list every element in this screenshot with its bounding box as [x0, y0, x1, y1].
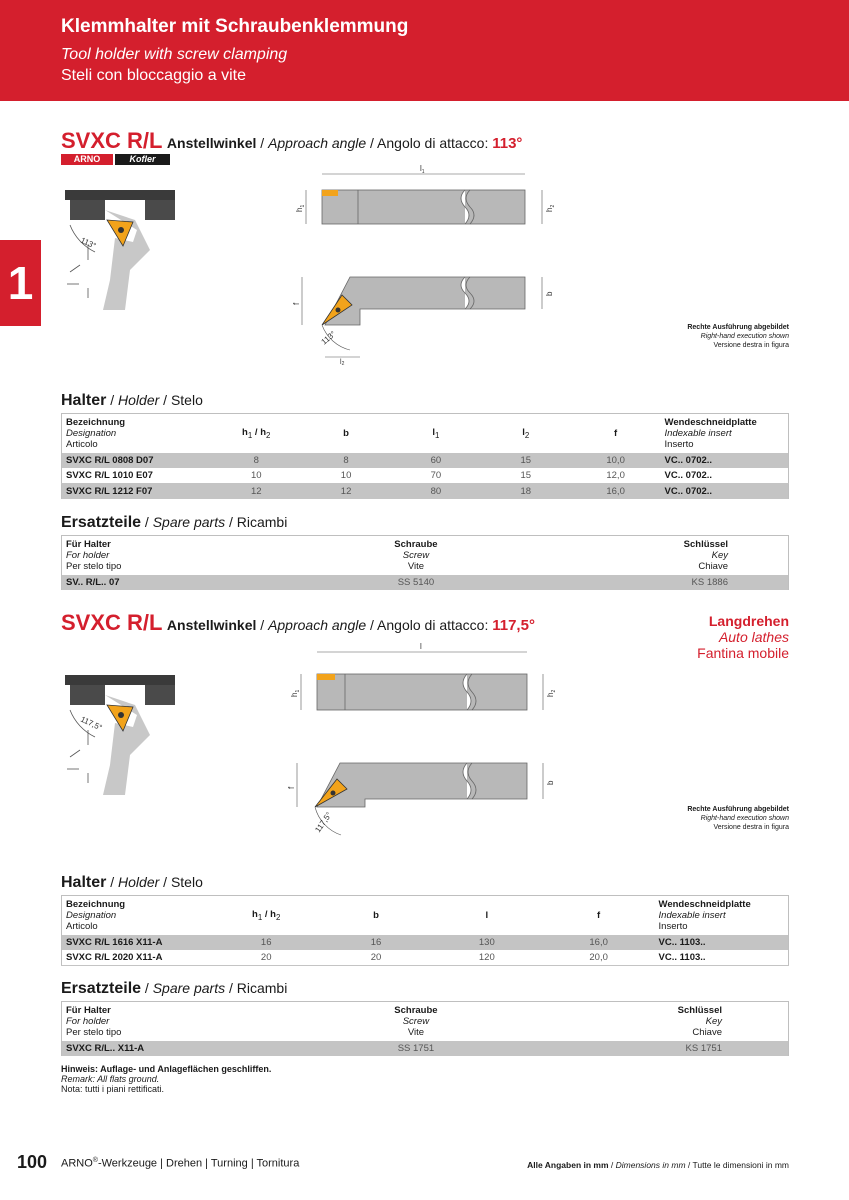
col-h1-h2: $h_1 / h_2$	[211, 896, 321, 936]
cell-f: 10,0	[571, 453, 661, 468]
footer-units-en: Dimensions in mm	[615, 1160, 686, 1170]
col-designation: Bezeichnung Designation Articolo	[62, 896, 212, 936]
section2-lang-de: Langdrehen	[708, 613, 789, 629]
col-l1: $l_1$	[391, 414, 481, 454]
section1-title: SVXC R/L Anstellwinkel / Approach angle / Angolo di attacco: 113°	[61, 128, 523, 153]
section2-dim-b: b	[546, 780, 555, 785]
col-insert: Wendeschneidplatte Indexable insert Inserto	[661, 414, 789, 454]
section2-note-de: Rechte Ausführung abgebildet	[687, 806, 789, 813]
section1-setup-angle: 113°	[79, 235, 98, 251]
cell-l1: 70	[391, 468, 481, 484]
section2-note-en: Right-hand execution shown	[700, 815, 789, 822]
cell-designation: SVXC R/L 2020 X11-A	[62, 950, 212, 966]
table-header-row	[62, 1002, 789, 1042]
footer-reg: ®	[92, 1157, 98, 1164]
cell-b: 12	[301, 484, 391, 500]
section2-label-en: Approach angle	[268, 617, 367, 633]
section2-spares-title-it: Ricambi	[236, 980, 288, 996]
cell-h: 16	[211, 935, 321, 950]
cell-holder: SV.. R/L.. 07	[62, 575, 312, 590]
section1-note-en: Right-hand execution shown	[700, 333, 789, 340]
section1-spares-title-en: Spare parts	[152, 514, 226, 530]
section2-spares-title: Ersatzteile / Spare parts / Ricambi	[61, 980, 288, 997]
section2-top-angle: 117,5°	[313, 810, 334, 835]
section1-spares-table	[61, 535, 789, 590]
col-f: f	[571, 414, 661, 454]
arno-logo: ARNO	[61, 154, 113, 165]
section2-spares-title-en: Spare parts	[152, 980, 226, 996]
table-row[interactable]	[62, 935, 789, 950]
section1-holder-table	[61, 413, 789, 499]
table-row[interactable]	[62, 950, 789, 966]
section1-note	[687, 323, 789, 350]
cell-designation: SVXC R/L 1212 F07	[62, 484, 212, 500]
col-f: f	[543, 896, 655, 936]
cell-f: 12,0	[571, 468, 661, 484]
section1-dim-f: f	[292, 302, 301, 305]
section2-lang	[697, 613, 789, 661]
section1-dim-b: b	[545, 291, 554, 296]
section2-side-view	[285, 640, 560, 720]
col-b: b	[301, 414, 391, 454]
col-key: Schlüssel Key Chiave	[521, 536, 789, 576]
section1-label-en: Approach angle	[268, 135, 367, 151]
section1-setup-drawing	[55, 180, 185, 310]
cell-screw: SS 1751	[311, 1041, 521, 1056]
section2-label-it: Angolo di attacco:	[377, 617, 489, 633]
table-row[interactable]	[62, 453, 789, 468]
remark-de: Hinweis: Auflage- und Anlageflächen geschliffen.	[61, 1064, 272, 1074]
section1-top-view	[290, 265, 560, 365]
header-title-de: Klemmhalter mit Schraubenklemmung	[61, 16, 409, 37]
header-title-en: Tool holder with screw clamping	[61, 46, 288, 63]
cell-b: 10	[301, 468, 391, 484]
page-header	[0, 0, 849, 101]
section1-holder-title-en: Holder	[118, 392, 160, 408]
section1-holder-title-de: Halter	[61, 392, 107, 409]
cell-insert: VC.. 1103..	[655, 935, 789, 950]
col-screw: Schraube Screw Vite	[311, 1002, 521, 1042]
section2-holder-table	[61, 895, 789, 966]
section1-spares-title-de: Ersatzteile	[61, 514, 142, 531]
section2-angle: 117,5°	[492, 617, 535, 634]
section1-dim-l1: $l_1$	[420, 164, 425, 175]
brand-logos	[61, 154, 170, 165]
cell-l2: 15	[481, 468, 571, 484]
footer-sections: -Werkzeuge | Drehen | Turning | Tornitura	[97, 1157, 300, 1170]
section2-dim-h2: $h_2$	[546, 689, 557, 697]
section1-note-it: Versione destra in figura	[713, 342, 789, 349]
section1-angle: 113°	[492, 135, 523, 152]
footer-brand: ARNO	[61, 1157, 93, 1170]
section1-holder-title-it: Stelo	[170, 392, 203, 408]
col-screw: Schraube Screw Vite	[311, 536, 521, 576]
cell-l1: 60	[391, 453, 481, 468]
cell-designation: SVXC R/L 1010 E07	[62, 468, 212, 484]
cell-h: 10	[211, 468, 301, 484]
section2-note	[687, 805, 789, 832]
section2-lang-it: Fantina mobile	[697, 645, 789, 661]
section1-note-de: Rechte Ausführung abgebildet	[687, 324, 789, 331]
footer-units-it: Tutte le dimensioni in mm	[692, 1160, 789, 1170]
section2-holder-title-en: Holder	[118, 874, 160, 890]
table-row[interactable]	[62, 468, 789, 484]
cell-l2: 15	[481, 453, 571, 468]
footer-breadcrumb	[61, 1157, 299, 1170]
section2-setup-angle: 117,5°	[79, 714, 104, 733]
section2-holder-title-de: Halter	[61, 874, 107, 891]
cell-b: 20	[321, 950, 431, 966]
page-number: 100	[17, 1152, 48, 1172]
table-row[interactable]	[62, 575, 789, 590]
section1-label-de: Anstellwinkel	[166, 135, 257, 151]
cell-designation: SVXC R/L 1616 X11-A	[62, 935, 212, 950]
table-row[interactable]	[62, 484, 789, 500]
cell-l: 120	[431, 950, 543, 966]
col-l2: $l_2$	[481, 414, 571, 454]
section2-label-de: Anstellwinkel	[166, 617, 257, 633]
section1-dim-h2: $h_2$	[545, 204, 556, 212]
cell-b: 8	[301, 453, 391, 468]
cell-h: 8	[211, 453, 301, 468]
section1-dim-l2: l2	[340, 359, 345, 365]
section2-code: SVXC R/L	[61, 610, 163, 635]
remark-en: Remark: All flats ground.	[61, 1074, 160, 1084]
cell-l1: 80	[391, 484, 481, 500]
cell-insert: VC.. 0702..	[661, 484, 789, 500]
cell-f: 16,0	[543, 935, 655, 950]
section2-top-view	[285, 755, 560, 845]
footer-units-de: Alle Angaben in mm	[527, 1160, 609, 1170]
remark	[61, 1064, 271, 1094]
section1-spares-title-it: Ricambi	[236, 514, 288, 530]
section2-holder-title: Halter / Holder / Stelo	[61, 874, 203, 891]
cell-l: 130	[431, 935, 543, 950]
section2-dim-f: f	[287, 786, 296, 789]
col-l: l	[431, 896, 543, 936]
chapter-tab[interactable]: 1	[0, 240, 41, 326]
cell-h: 12	[211, 484, 301, 500]
cell-screw: SS 5140	[311, 575, 521, 590]
col-insert: Wendeschneidplatte Indexable insert Inserto	[655, 896, 789, 936]
section2-holder-title-it: Stelo	[170, 874, 203, 890]
section1-dim-h1: $h_1$	[295, 204, 306, 212]
remark-it: Nota: tutti i piani rettificati.	[61, 1084, 165, 1094]
footer-units: Alle Angaben in mm / Dimensions in mm / Tutte le dimensioni in mm	[527, 1160, 789, 1170]
cell-f: 20,0	[543, 950, 655, 966]
section1-spares-title: Ersatzteile / Spare parts / Ricambi	[61, 514, 288, 531]
col-b: b	[321, 896, 431, 936]
section1-side-view	[290, 160, 560, 230]
section1-code: SVXC R/L	[61, 128, 163, 153]
header-title-it: Steli con bloccaggio a vite	[61, 67, 246, 84]
cell-l2: 18	[481, 484, 571, 500]
section2-setup-drawing	[55, 665, 185, 795]
cell-insert: VC.. 1103..	[655, 950, 789, 966]
col-for-holder: Für Halter For holder Per stelo tipo	[62, 536, 312, 576]
cell-f: 16,0	[571, 484, 661, 500]
cell-b: 16	[321, 935, 431, 950]
cell-insert: VC.. 0702..	[661, 453, 789, 468]
col-h1-h2: $h_1 / h_2$	[211, 414, 301, 454]
table-header-row	[62, 896, 789, 936]
section1-label-it: Angolo di attacco:	[377, 135, 489, 151]
section2-dim-l: l	[420, 642, 422, 651]
section2-title: SVXC R/L Anstellwinkel / Approach angle / Angolo di attacco: 117,5°	[61, 610, 535, 635]
section2-dim-h1: $h_1$	[290, 689, 301, 697]
col-designation: Bezeichnung Designation Articolo	[62, 414, 212, 454]
section2-spares-title-de: Ersatzteile	[61, 980, 142, 997]
cell-holder: SVXC R/L.. X11-A	[62, 1041, 312, 1056]
cell-key: KS 1886	[521, 575, 789, 590]
section2-lang-en: Auto lathes	[718, 629, 789, 645]
cell-h: 20	[211, 950, 321, 966]
cell-insert: VC.. 0702..	[661, 468, 789, 484]
cell-key: KS 1751	[521, 1041, 789, 1056]
col-key: Schlüssel Key Chiave	[521, 1002, 789, 1042]
kofler-logo: Kofler	[115, 154, 170, 165]
section2-spares-table	[61, 1001, 789, 1056]
table-row[interactable]	[62, 1041, 789, 1056]
table-header-row	[62, 414, 789, 454]
cell-designation: SVXC R/L 0808 D07	[62, 453, 212, 468]
section1-holder-title: Halter / Holder / Stelo	[61, 392, 203, 409]
section1-top-angle: 113°	[319, 329, 338, 347]
section2-note-it: Versione destra in figura	[713, 824, 789, 831]
table-header-row	[62, 536, 789, 576]
col-for-holder: Für Halter For holder Per stelo tipo	[62, 1002, 312, 1042]
